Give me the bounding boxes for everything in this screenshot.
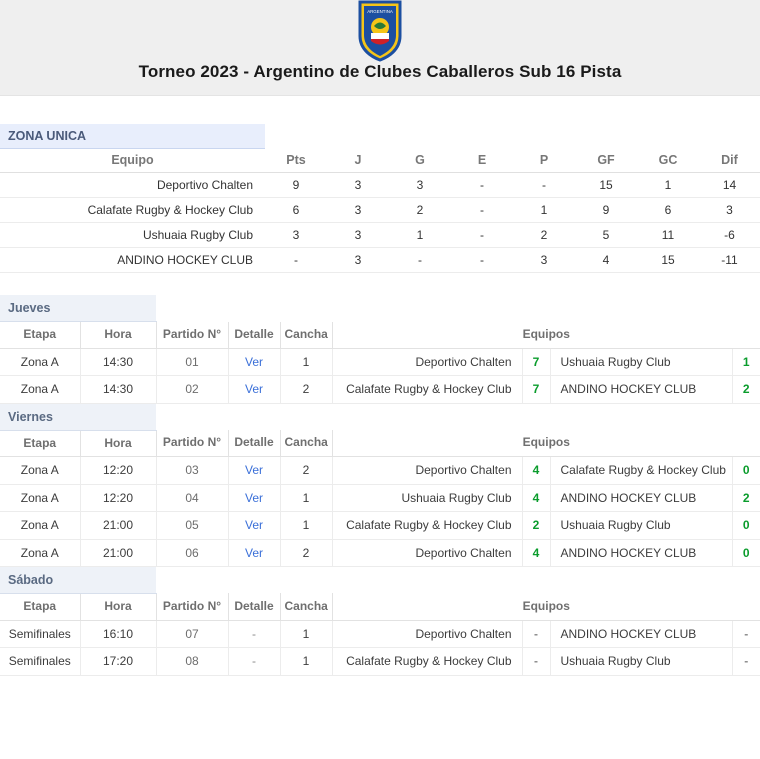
- day-bar-sabado: [0, 566, 760, 593]
- table-row: [0, 539, 760, 566]
- fx-away-score: 2: [732, 484, 760, 511]
- fx-home-team: Calafate Rugby & Hockey Club: [332, 648, 522, 675]
- fx-cancha: 1: [280, 484, 332, 511]
- day-label: Viernes: [0, 403, 156, 430]
- standings-col-e: E: [451, 149, 513, 173]
- fx-cancha: 2: [280, 457, 332, 484]
- fx-col-cancha: Cancha: [280, 322, 332, 349]
- fx-cancha: 1: [280, 512, 332, 539]
- fx-home-score: 4: [522, 539, 550, 566]
- table-row: [0, 648, 760, 675]
- fx-away-score: 1: [732, 348, 760, 375]
- fx-etapa: Zona A: [0, 539, 80, 566]
- fx-col-etapa: Etapa: [0, 430, 80, 457]
- standings-j: 3: [327, 198, 389, 223]
- svg-text:ARGENTINA: ARGENTINA: [367, 9, 393, 14]
- fx-home-team: Deportivo Chalten: [332, 539, 522, 566]
- fx-etapa: Zona A: [0, 376, 80, 403]
- standings-g: 2: [389, 198, 451, 223]
- standings-p: 2: [513, 223, 575, 248]
- fx-detalle-link[interactable]: Ver: [228, 457, 280, 484]
- fx-col-partido: Partido N°: [156, 430, 228, 457]
- standings-e: -: [451, 223, 513, 248]
- fx-detalle-link: -: [228, 620, 280, 647]
- standings-gf: 5: [575, 223, 637, 248]
- standings-col-gf: GF: [575, 149, 637, 173]
- fixtures-header-row: [0, 322, 760, 349]
- standings-col-gc: GC: [637, 149, 699, 173]
- fx-away-team: ANDINO HOCKEY CLUB: [550, 620, 732, 647]
- table-row: [0, 457, 760, 484]
- standings-pts: -: [265, 248, 327, 273]
- fx-away-score: 0: [732, 457, 760, 484]
- fx-detalle-link[interactable]: Ver: [228, 539, 280, 566]
- fx-cancha: 2: [280, 376, 332, 403]
- fx-home-team: Deportivo Chalten: [332, 457, 522, 484]
- fx-detalle-link[interactable]: Ver: [228, 376, 280, 403]
- fx-col-hora: Hora: [80, 593, 156, 620]
- fx-col-cancha: Cancha: [280, 593, 332, 620]
- federation-crest-icon: [352, 0, 408, 62]
- standings-p: 1: [513, 198, 575, 223]
- fx-away-team: Ushuaia Rugby Club: [550, 512, 732, 539]
- fx-away-team: ANDINO HOCKEY CLUB: [550, 484, 732, 511]
- standings-pts: 9: [265, 173, 327, 198]
- fx-col-etapa: Etapa: [0, 322, 80, 349]
- fx-col-detalle: Detalle: [228, 430, 280, 457]
- standings-col-p: P: [513, 149, 575, 173]
- fx-col-cancha: Cancha: [280, 430, 332, 457]
- fx-partido-num: 02: [156, 376, 228, 403]
- standings-zone-filler: [265, 124, 760, 149]
- fx-col-hora: Hora: [80, 430, 156, 457]
- fixtures-header-row: [0, 430, 760, 457]
- fx-away-team: Ushuaia Rugby Club: [550, 348, 732, 375]
- day-filler: [156, 295, 760, 322]
- table-row: [0, 620, 760, 647]
- standings-e: -: [451, 173, 513, 198]
- fx-partido-num: 03: [156, 457, 228, 484]
- fx-hora: 21:00: [80, 512, 156, 539]
- standings-team: Deportivo Chalten: [0, 173, 265, 198]
- fx-partido-num: 08: [156, 648, 228, 675]
- fx-partido-num: 01: [156, 348, 228, 375]
- table-row: [0, 223, 760, 248]
- fx-home-score: 7: [522, 348, 550, 375]
- fx-cancha: 2: [280, 539, 332, 566]
- fx-etapa: Zona A: [0, 484, 80, 511]
- standings-col-dif: Dif: [699, 149, 760, 173]
- fx-home-team: Calafate Rugby & Hockey Club: [332, 376, 522, 403]
- table-row: [0, 484, 760, 511]
- fixtures-table: [0, 295, 760, 676]
- standings-dif: 14: [699, 173, 760, 198]
- fx-away-score: -: [732, 648, 760, 675]
- standings-gc: 15: [637, 248, 699, 273]
- standings-header-row: [0, 149, 760, 173]
- fx-col-equipos: Equipos: [332, 430, 760, 457]
- fx-hora: 14:30: [80, 348, 156, 375]
- standings-col-g: G: [389, 149, 451, 173]
- standings-pts: 6: [265, 198, 327, 223]
- fx-detalle-link[interactable]: Ver: [228, 484, 280, 511]
- standings-gc: 1: [637, 173, 699, 198]
- fx-cancha: 1: [280, 348, 332, 375]
- fx-hora: 17:20: [80, 648, 156, 675]
- standings-e: -: [451, 248, 513, 273]
- day-bar-jueves: [0, 295, 760, 322]
- fx-away-score: 2: [732, 376, 760, 403]
- day-filler: [156, 403, 760, 430]
- fx-detalle-link[interactable]: Ver: [228, 348, 280, 375]
- fx-col-equipos: Equipos: [332, 593, 760, 620]
- fx-away-score: 0: [732, 512, 760, 539]
- day-label: Sábado: [0, 566, 156, 593]
- fx-hora: 12:20: [80, 457, 156, 484]
- table-row: [0, 348, 760, 375]
- fx-away-team: ANDINO HOCKEY CLUB: [550, 539, 732, 566]
- page-header: [0, 0, 760, 96]
- fixtures-header-row: [0, 593, 760, 620]
- fx-hora: 12:20: [80, 484, 156, 511]
- table-row: [0, 198, 760, 223]
- standings-g: 3: [389, 173, 451, 198]
- standings-table: [0, 124, 760, 273]
- fx-home-score: -: [522, 620, 550, 647]
- fx-home-score: 4: [522, 457, 550, 484]
- fx-cancha: 1: [280, 620, 332, 647]
- fx-col-partido: Partido N°: [156, 593, 228, 620]
- table-row: [0, 173, 760, 198]
- fx-away-score: 0: [732, 539, 760, 566]
- fx-hora: 16:10: [80, 620, 156, 647]
- table-row: [0, 248, 760, 273]
- standings-p: -: [513, 173, 575, 198]
- standings-j: 3: [327, 173, 389, 198]
- fx-partido-num: 05: [156, 512, 228, 539]
- table-row: [0, 512, 760, 539]
- standings-zone-label: ZONA UNICA: [0, 124, 265, 149]
- standings-gf: 9: [575, 198, 637, 223]
- fx-etapa: Zona A: [0, 348, 80, 375]
- fx-etapa: Zona A: [0, 457, 80, 484]
- header-spacer: [0, 96, 760, 124]
- fx-etapa: Zona A: [0, 512, 80, 539]
- fx-hora: 21:00: [80, 539, 156, 566]
- standings-col-pts: Pts: [265, 149, 327, 173]
- fx-detalle-link: -: [228, 648, 280, 675]
- section-spacer: [0, 273, 760, 295]
- standings-dif: -11: [699, 248, 760, 273]
- day-bar-viernes: [0, 403, 760, 430]
- fx-away-team: Calafate Rugby & Hockey Club: [550, 457, 732, 484]
- standings-team: ANDINO HOCKEY CLUB: [0, 248, 265, 273]
- standings-g: -: [389, 248, 451, 273]
- standings-gc: 11: [637, 223, 699, 248]
- fx-cancha: 1: [280, 648, 332, 675]
- standings-j: 3: [327, 248, 389, 273]
- standings-team: Calafate Rugby & Hockey Club: [0, 198, 265, 223]
- fx-home-team: Calafate Rugby & Hockey Club: [332, 512, 522, 539]
- standings-g: 1: [389, 223, 451, 248]
- table-row: [0, 376, 760, 403]
- standings-pts: 3: [265, 223, 327, 248]
- fx-etapa: Semifinales: [0, 620, 80, 647]
- fx-home-score: 2: [522, 512, 550, 539]
- page-title: Torneo 2023 - Argentino de Clubes Caballeros Sub 16 Pista: [138, 62, 622, 81]
- fx-col-hora: Hora: [80, 322, 156, 349]
- standings-gf: 4: [575, 248, 637, 273]
- fx-col-detalle: Detalle: [228, 593, 280, 620]
- standings-dif: 3: [699, 198, 760, 223]
- fx-partido-num: 07: [156, 620, 228, 647]
- fx-partido-num: 04: [156, 484, 228, 511]
- standings-p: 3: [513, 248, 575, 273]
- fx-partido-num: 06: [156, 539, 228, 566]
- fx-home-team: Deportivo Chalten: [332, 620, 522, 647]
- fx-home-score: 7: [522, 376, 550, 403]
- standings-j: 3: [327, 223, 389, 248]
- fx-col-partido: Partido N°: [156, 322, 228, 349]
- standings-gc: 6: [637, 198, 699, 223]
- standings-col-j: J: [327, 149, 389, 173]
- fx-home-team: Deportivo Chalten: [332, 348, 522, 375]
- standings-col-equipo: Equipo: [0, 149, 265, 173]
- fx-away-team: Ushuaia Rugby Club: [550, 648, 732, 675]
- fx-home-team: Ushuaia Rugby Club: [332, 484, 522, 511]
- fx-home-score: 4: [522, 484, 550, 511]
- fx-home-score: -: [522, 648, 550, 675]
- fx-away-team: ANDINO HOCKEY CLUB: [550, 376, 732, 403]
- fx-col-equipos: Equipos: [332, 322, 760, 349]
- fx-col-detalle: Detalle: [228, 322, 280, 349]
- fx-col-etapa: Etapa: [0, 593, 80, 620]
- fx-detalle-link[interactable]: Ver: [228, 512, 280, 539]
- standings-zone-bar: [0, 124, 760, 149]
- standings-gf: 15: [575, 173, 637, 198]
- fx-etapa: Semifinales: [0, 648, 80, 675]
- fx-away-score: -: [732, 620, 760, 647]
- standings-dif: -6: [699, 223, 760, 248]
- day-filler: [156, 566, 760, 593]
- standings-e: -: [451, 198, 513, 223]
- fx-hora: 14:30: [80, 376, 156, 403]
- day-label: Jueves: [0, 295, 156, 322]
- standings-team: Ushuaia Rugby Club: [0, 223, 265, 248]
